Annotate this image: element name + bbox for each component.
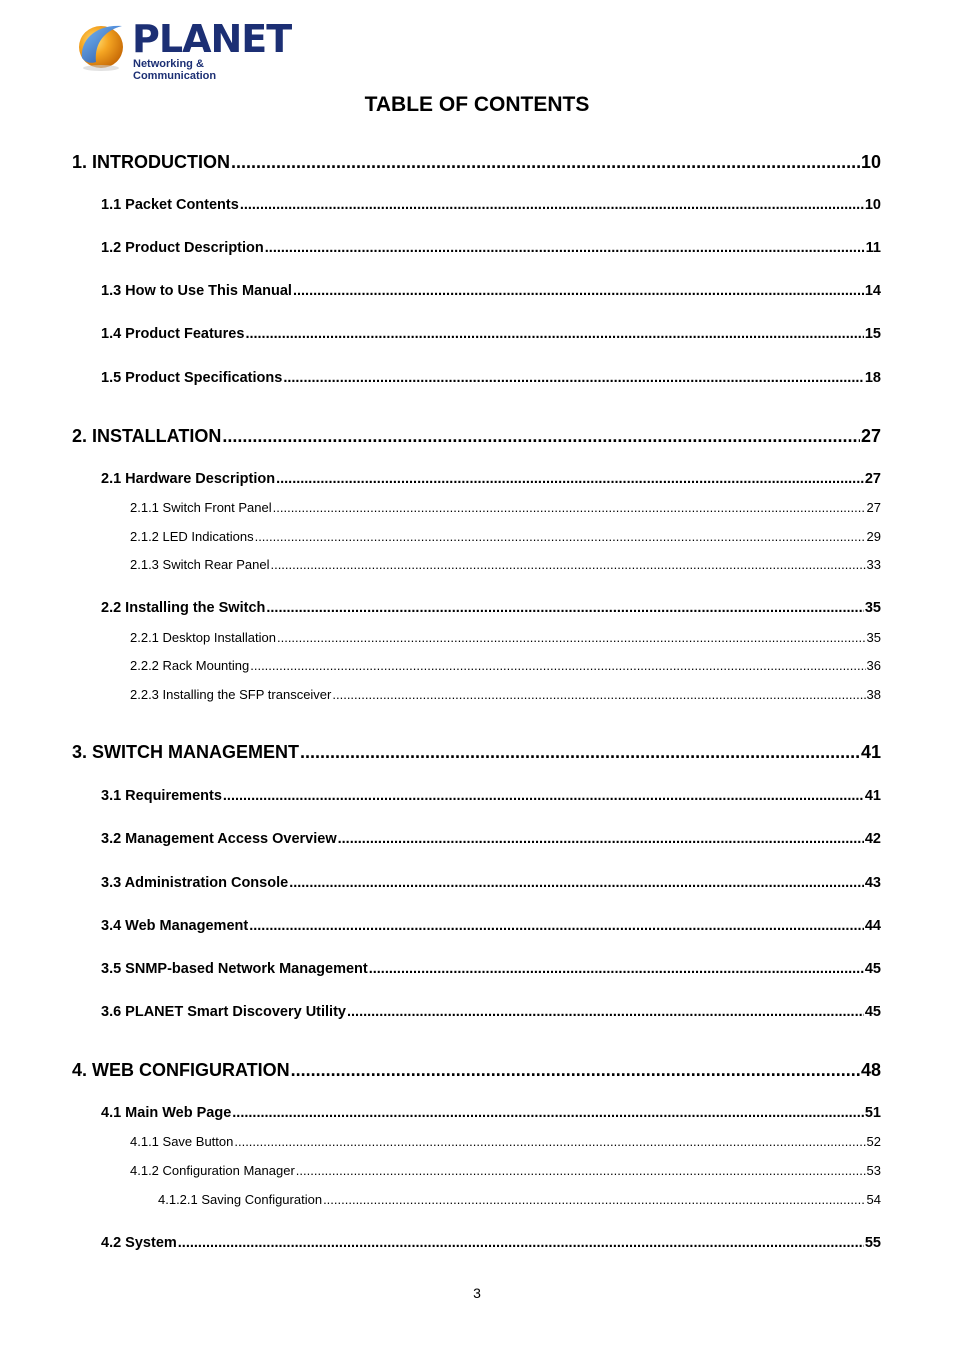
toc-entry[interactable]: [101, 874, 881, 892]
toc-entry-label: 3.3 Administration Console: [101, 875, 289, 891]
toc-leader-dots: [289, 874, 864, 892]
toc-entry-page: 27: [866, 500, 881, 515]
toc-leader-dots: [234, 1134, 865, 1150]
toc-entry-page: 29: [866, 529, 881, 544]
toc-entry-page: 52: [866, 1134, 881, 1149]
toc-entry-page: 45: [864, 1004, 881, 1020]
toc-entry-page: 10: [860, 152, 881, 172]
toc-leader-dots: [332, 687, 865, 703]
toc-entry-label: 4.2 System: [101, 1235, 177, 1251]
toc-entry-page: 54: [866, 1192, 881, 1207]
toc-entry-page: 15: [864, 326, 881, 342]
toc-entry[interactable]: [101, 830, 881, 848]
toc-entry-page: 38: [866, 687, 881, 702]
toc-leader-dots: [232, 1104, 864, 1122]
toc-entry[interactable]: [72, 151, 881, 173]
toc-entry-label: 2.1.3 Switch Rear Panel: [130, 557, 270, 572]
toc-entry-label: 4.1.2.1 Saving Configuration: [158, 1192, 323, 1207]
brand-name: PLANET: [132, 17, 292, 61]
toc-entry-label: 1.2 Product Description: [101, 240, 264, 256]
toc-entry-label: 1.5 Product Specifications: [101, 370, 283, 386]
toc-entry-label: 3.2 Management Access Overview: [101, 831, 337, 847]
toc-entry-label: 2. INSTALLATION: [72, 426, 222, 446]
toc-entry[interactable]: [130, 658, 881, 674]
toc-entry[interactable]: [72, 1059, 881, 1081]
toc-entry[interactable]: [101, 369, 881, 387]
toc-leader-dots: [293, 282, 864, 300]
page-number: 3: [473, 1285, 481, 1301]
toc-leader-dots: [369, 960, 864, 978]
toc-entry-page: 10: [864, 197, 881, 213]
toc-entry-label: 3.5 SNMP-based Network Management: [101, 961, 368, 977]
toc-entry[interactable]: [101, 787, 881, 805]
toc-entry[interactable]: [72, 741, 881, 763]
toc-entry[interactable]: [101, 960, 881, 978]
toc-entry[interactable]: [130, 557, 881, 573]
toc-leader-dots: [223, 787, 864, 805]
toc-entry-label: 1.3 How to Use This Manual: [101, 283, 292, 299]
toc-leader-dots: [255, 529, 866, 545]
toc-leader-dots: [296, 1163, 866, 1179]
page-title: TABLE OF CONTENTS: [364, 93, 590, 116]
toc-leader-dots: [178, 1234, 864, 1252]
toc-entry-page: 11: [865, 240, 881, 256]
toc-leader-dots: [245, 325, 863, 343]
toc-entry-page: 35: [866, 630, 881, 645]
toc-entry-page: 55: [864, 1235, 881, 1251]
toc-entry-page: 41: [864, 788, 881, 804]
toc-leader-dots: [266, 599, 863, 617]
toc-entry-page: 44: [864, 918, 881, 934]
toc-entry-page: 43: [864, 875, 881, 891]
toc-entry-page: 53: [866, 1163, 881, 1178]
toc-entry[interactable]: [101, 1003, 881, 1021]
toc-leader-dots: [249, 917, 864, 935]
toc-leader-dots: [250, 658, 865, 674]
toc-leader-dots: [276, 470, 864, 488]
toc-entry-label: 1.4 Product Features: [101, 326, 245, 342]
toc-entry-label: 2.1 Hardware Description: [101, 471, 276, 487]
toc-entry-label: 2.2 Installing the Switch: [101, 600, 266, 616]
toc-entry-label: 2.2.3 Installing the SFP transceiver: [130, 687, 332, 702]
toc-entry-page: 41: [860, 742, 881, 762]
toc-leader-dots: [338, 830, 864, 848]
toc-entry-label: 2.1.1 Switch Front Panel: [130, 500, 272, 515]
toc-leader-dots: [231, 151, 860, 173]
toc-entry[interactable]: [130, 529, 881, 545]
toc-entry-page: 18: [864, 370, 881, 386]
toc-leader-dots: [240, 196, 864, 214]
toc-entry[interactable]: [101, 196, 881, 214]
toc-leader-dots: [277, 630, 866, 646]
toc-entry-page: 14: [864, 283, 881, 299]
toc-entry-label: 2.2.1 Desktop Installation: [130, 630, 276, 645]
toc-entry[interactable]: [101, 325, 881, 343]
toc-entry-label: 3.4 Web Management: [101, 918, 249, 934]
toc-entry-label: 3.6 PLANET Smart Discovery Utility: [101, 1004, 346, 1020]
toc-leader-dots: [291, 1059, 860, 1081]
planet-logo: [76, 17, 292, 82]
toc-entry-page: 48: [860, 1060, 881, 1080]
toc-entry[interactable]: [130, 1163, 881, 1179]
toc-entry[interactable]: [130, 687, 881, 703]
toc-entry[interactable]: [101, 917, 881, 935]
toc-entry[interactable]: [130, 630, 881, 646]
toc-entry-label: 1. INTRODUCTION: [72, 152, 231, 172]
globe-icon: [76, 18, 128, 72]
toc-leader-dots: [347, 1003, 864, 1021]
toc-entry-label: 3. SWITCH MANAGEMENT: [72, 742, 299, 762]
toc-leader-dots: [222, 425, 860, 447]
toc-entry[interactable]: [101, 599, 881, 617]
toc-entry-label: 4.1.2 Configuration Manager: [130, 1163, 295, 1178]
toc-entry[interactable]: [130, 500, 881, 516]
toc-entry[interactable]: [101, 1104, 881, 1122]
toc-entry[interactable]: [101, 282, 881, 300]
toc-entry-label: 4.1 Main Web Page: [101, 1105, 232, 1121]
toc-entry[interactable]: [130, 1134, 881, 1150]
toc-entry-label: 2.1.2 LED Indications: [130, 529, 254, 544]
toc-entry[interactable]: [101, 1234, 881, 1252]
brand-tagline: Networking & Communication: [133, 58, 217, 82]
toc-entry-label: 2.2.2 Rack Mounting: [130, 658, 250, 673]
toc-leader-dots: [323, 1192, 865, 1208]
toc-entry[interactable]: [158, 1192, 881, 1208]
toc-leader-dots: [270, 557, 865, 573]
toc-leader-dots: [283, 369, 864, 387]
toc-entry-page: 27: [860, 426, 881, 446]
toc-entry-page: 33: [866, 557, 881, 572]
toc-entry-page: 35: [864, 600, 881, 616]
toc-entry-label: 3.1 Requirements: [101, 788, 222, 804]
toc-entry-label: 1.1 Packet Contents: [101, 197, 239, 213]
toc-entry-page: 51: [864, 1105, 881, 1121]
toc-leader-dots: [273, 500, 866, 516]
toc-entry[interactable]: [101, 239, 881, 257]
toc-entry-page: 42: [864, 831, 881, 847]
toc-entry-label: 4. WEB CONFIGURATION: [72, 1060, 290, 1080]
toc-leader-dots: [265, 239, 865, 257]
toc-leader-dots: [300, 741, 860, 763]
toc-entry-page: 36: [866, 658, 881, 673]
toc-entry-page: 27: [864, 471, 881, 487]
toc-entry[interactable]: [72, 425, 881, 447]
toc-entry-label: 4.1.1 Save Button: [130, 1134, 234, 1149]
toc-entry-page: 45: [864, 961, 881, 977]
toc-entry[interactable]: [101, 470, 881, 488]
